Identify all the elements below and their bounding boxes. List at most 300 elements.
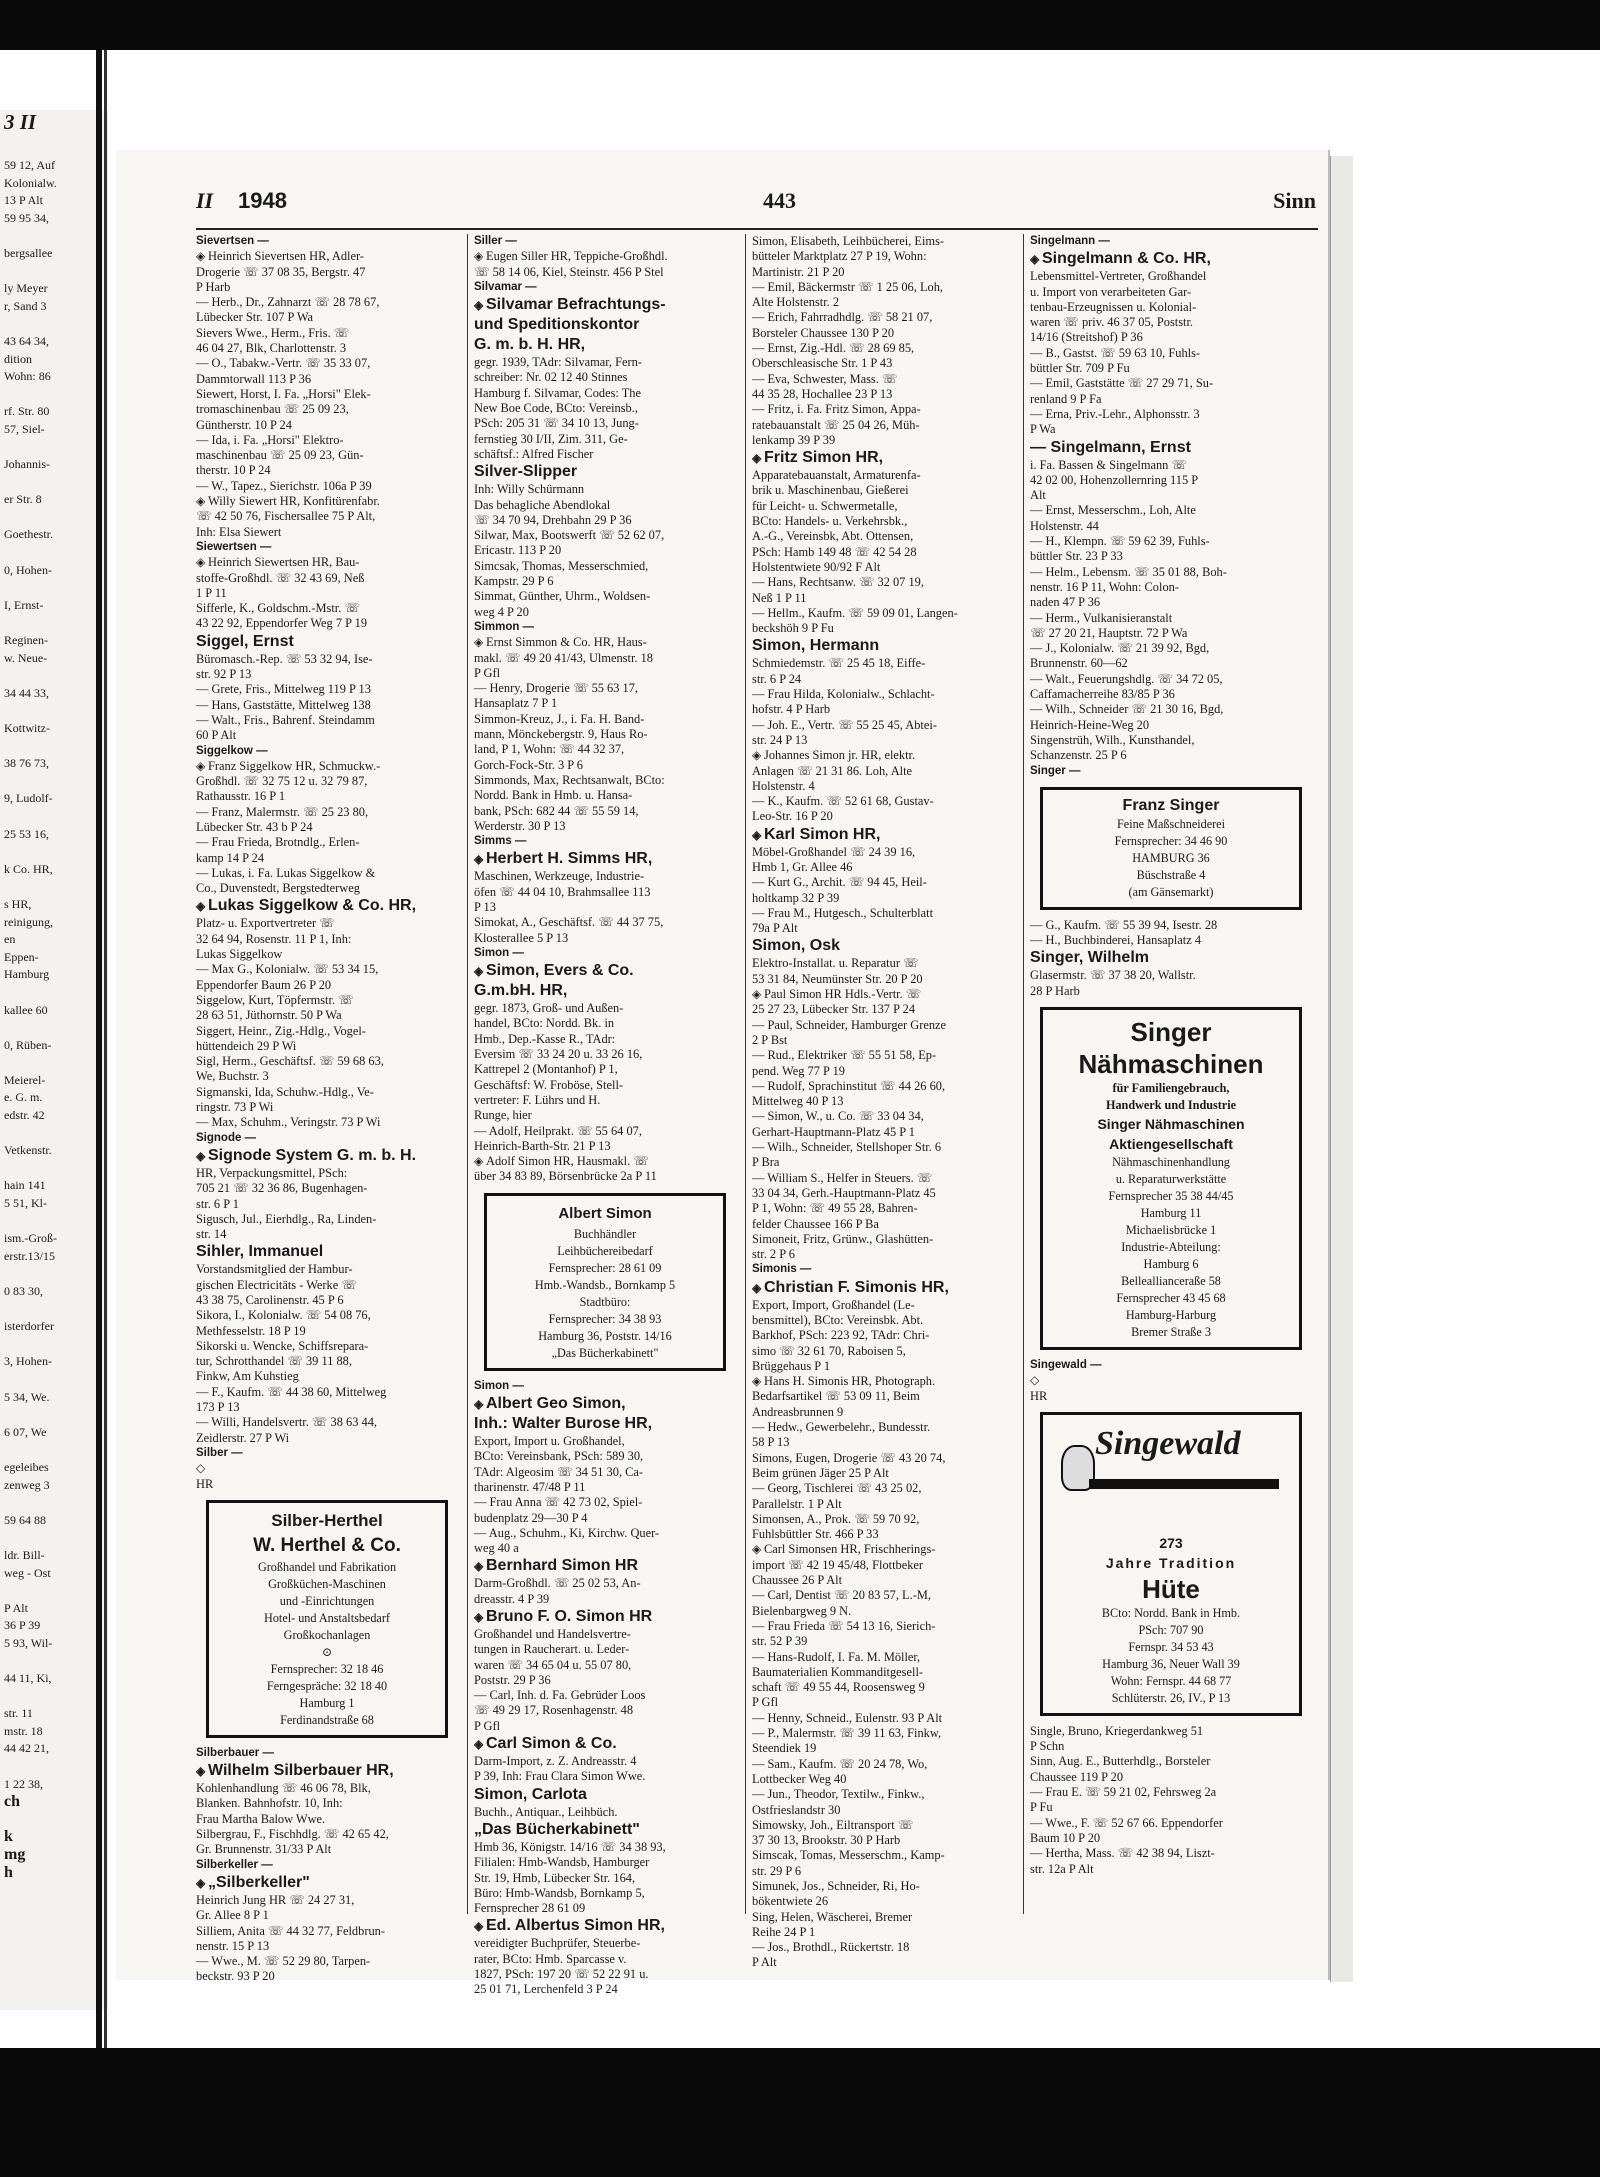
left-page-line: Kottwitz-	[4, 721, 50, 735]
left-page-line: ch	[4, 1793, 20, 1811]
entry-line: — Ernst, Zig.-Hdl. ☏ 28 69 85,	[752, 341, 915, 356]
left-page-line	[0, 474, 108, 492]
entry-line: A.-G., Vereinsbk, Abt. Ottensen,	[752, 529, 914, 544]
entry-heading: ◈ Lukas Siggelkow & Co. HR,	[196, 897, 417, 915]
entry-line: — Ernst, Messerschm., Loh, Alte	[1030, 503, 1196, 518]
entry-line: kamp 14 P 24	[196, 850, 265, 865]
entry-line: ☏ 58 14 06, Kiel, Steinstr. 456 P Stel	[474, 264, 664, 279]
entry-line: rater, BCto: Hmb. Sparcasse v.	[474, 1951, 627, 1966]
ad-line: Belleallianceraße 58	[1121, 1273, 1221, 1288]
entry-line: tenbau-Erzeugnissen u. Kolonial-	[1030, 299, 1197, 314]
left-page-line: Johannis-	[4, 457, 50, 472]
entry-line: Simcsak, Thomas, Messerschmied,	[474, 558, 649, 573]
entry-line: Filialen: Hmb-Wandsb, Hamburger	[474, 1855, 650, 1870]
entry-line: — Willi, Handelsvertr. ☏ 38 63 44,	[196, 1415, 377, 1430]
entry-heading: Silver-Slipper	[474, 463, 578, 481]
entry-heading: G.m.bH. HR,	[474, 982, 568, 1000]
entry-line: — Frau M., Hutgesch., Schulterblatt	[752, 905, 934, 920]
page-number: 443	[763, 188, 796, 213]
left-page-line	[0, 1441, 108, 1459]
entry-line: Alte Holstenstr. 2	[752, 295, 840, 310]
ad-line: Hamburg 1	[299, 1695, 355, 1710]
entry-line: Hansaplatz 7 P 1	[474, 696, 558, 711]
entry-line: 33 04 34, Gerh.-Hauptmann-Platz 45	[752, 1185, 936, 1200]
left-page-line: er Str. 8	[4, 492, 42, 507]
entry-line: u. Import von verarbeiteten Gar-	[1030, 284, 1192, 299]
entry-line: 32 64 94, Rosenstr. 11 P 1, Inh:	[196, 931, 352, 946]
entry-line: Silwar, Max, Bootswerft ☏ 52 62 07,	[474, 528, 665, 543]
entry-line: 43 38 75, Carolinenstr. 45 P 6	[196, 1293, 344, 1307]
entry-line: tur, Schrotthandel ☏ 39 11 88,	[196, 1354, 352, 1369]
section-heading: Silvamar —	[474, 280, 537, 293]
left-page-line: hain 141	[4, 1178, 46, 1193]
left-page-line: 13 P Alt	[4, 193, 43, 208]
product: Hüte	[1142, 1573, 1200, 1604]
entry-line: — Fritz, i. Fa. Fritz Simon, Appa-	[752, 402, 921, 417]
ad-singer-naehmaschinen	[1040, 1007, 1302, 1350]
entry-line: — Jos., Brothdl., Rückertstr. 18	[752, 1940, 910, 1955]
entry-line: Siggert, Heinr., Zig.-Hdlg., Vogel-	[196, 1023, 366, 1038]
left-page-line: en	[4, 932, 16, 947]
entry-line: Caffamacherreihe 83/85 P 36	[1030, 687, 1175, 702]
entry-heading: ◈ Ed. Albertus Simon HR,	[474, 1917, 665, 1935]
entry-line: Holstentwiete 90/92 F Alt	[752, 559, 881, 574]
entry-line: ◈ Franz Siggelkow HR, Schmuckw.-	[196, 758, 381, 773]
entry-line: Schanzenstr. 25 P 6	[1030, 748, 1127, 763]
section-heading: Singewald —	[1030, 1358, 1102, 1371]
entry-line: für Leicht- u. Schwermetalle,	[752, 498, 898, 513]
left-page-line: zenweg 3	[4, 1477, 50, 1492]
entry-line: Kattrepel 2 (Montanhof) P 1,	[474, 1062, 618, 1077]
left-page-line: 57, Siel-	[4, 421, 45, 436]
entry-line: Büro: Hmb-Wandsb, Bornkamp 5,	[474, 1885, 645, 1900]
entry-line: — Frau E. ☏ 59 21 02, Fehrsweg 2a	[1030, 1785, 1217, 1800]
left-page-line: str. 11	[4, 1706, 33, 1721]
left-page-line: 6 07, We	[4, 1424, 47, 1439]
column-2	[474, 234, 736, 1998]
entry-line: BCto: Handels- u. Verkehrsbk.,	[752, 514, 908, 529]
entry-heading: ◈ Silvamar Befrachtungs-	[474, 296, 666, 314]
entry-line: Darm-Großhdl. ☏ 25 02 53, An-	[474, 1576, 641, 1591]
singewald-logo	[1061, 1424, 1281, 1527]
ad-line: Hamburg 11	[1140, 1205, 1202, 1220]
left-page-line: isterdorfer	[4, 1319, 54, 1334]
directory-page	[116, 150, 1330, 1997]
left-page-line	[0, 509, 108, 527]
entry-line: ◈ Ernst Simmon & Co. HR, Haus-	[474, 635, 647, 650]
left-page-line: 43 64 34,	[4, 333, 49, 348]
book-gutter	[96, 50, 110, 2048]
entry-line: — Ida, i. Fa. „Horsi" Elektro-	[196, 432, 344, 447]
entry-line: Anlagen ☏ 21 31 86. Loh, Alte	[752, 763, 913, 778]
entry-line: P Gfl	[752, 1695, 779, 1710]
entry-line: str. 14	[196, 1227, 227, 1242]
column-3	[752, 234, 1014, 1971]
left-page-line	[0, 1582, 108, 1600]
entry-line: — Lukas, i. Fa. Lukas Siggelkow &	[196, 865, 376, 880]
entry-line: weg 4 P 20	[474, 604, 529, 619]
entry-heading: Simon, Carlota	[474, 1785, 587, 1803]
left-page-line: 59 12, Auf	[4, 158, 55, 172]
entry-line: beckstr. 93 P 20	[196, 1969, 275, 1984]
ad-line: HAMBURG 36	[1132, 850, 1210, 865]
entry-line: Möbel-Großhandel ☏ 24 39 16,	[752, 844, 916, 859]
entry-line: str. 24 P 13	[752, 732, 808, 747]
entry-line: — W., Tapez., Sierichstr. 106a P 39	[196, 478, 372, 493]
ad-line: Fernsprecher: 34 46 90	[1114, 833, 1228, 848]
register-mark-icon: ◈	[474, 1397, 484, 1412]
entry-line: — Joh. E., Vertr. ☏ 55 25 45, Abtei-	[752, 717, 937, 732]
entry-line: P Gfl	[474, 665, 501, 680]
entry-line: 705 21 ☏ 32 36 86, Bugenhagen-	[196, 1181, 368, 1196]
entry-line: str. 52 P 39	[752, 1634, 808, 1649]
ad-line: Hamburg 6	[1143, 1256, 1199, 1271]
ad-line: Handwerk und Industrie	[1105, 1097, 1237, 1112]
left-page-line	[0, 1494, 108, 1512]
register-mark-icon: ◈	[196, 555, 206, 570]
register-mark-icon: ◈	[474, 1919, 484, 1934]
ad-line: Leihbüchereibedarf	[557, 1243, 653, 1258]
entry-line: — Carl, Inh. d. Fa. Gebrüder Loos	[474, 1688, 646, 1703]
column-divider	[1023, 234, 1024, 1914]
entry-line: — Simon, W., u. Co. ☏ 33 04 34,	[752, 1109, 924, 1124]
entry-line: Rathausstr. 16 P 1	[196, 789, 286, 804]
entry-line: tromaschinenbau ☏ 25 09 23,	[196, 402, 349, 417]
entry-line: Brüggehaus P 1	[752, 1358, 831, 1373]
entry-line: Großhandel und Handelsvertre-	[474, 1627, 631, 1641]
left-page-line: 38 76 73,	[4, 756, 49, 771]
section-heading: Simmon —	[474, 620, 535, 633]
entry-line: Sigusch, Jul., Eierhdlg., Ra, Linden-	[196, 1211, 377, 1226]
entry-line: We, Buchstr. 3	[196, 1069, 269, 1084]
register-mark-icon: ◇	[1030, 1373, 1040, 1388]
entry-line: mann, Mönckebergstr. 9, Haus Ro-	[474, 727, 648, 742]
entry-line: — Hellm., Kaufm. ☏ 59 09 01, Langen-	[752, 605, 958, 620]
ad-line: Nähmaschinenhandlung	[1112, 1154, 1230, 1169]
entry-line: bensmittel), BCto: Vereinsbk. Abt.	[752, 1313, 924, 1327]
left-page-line: 0, Rüben-	[4, 1037, 52, 1052]
column-divider	[467, 234, 468, 1914]
entry-line: Ostfrieslandstr 30	[752, 1802, 841, 1817]
left-page-line: ly Meyer	[4, 281, 48, 296]
ad-line: (am Gänsemarkt)	[1128, 884, 1214, 899]
entry-line: Holstenstr. 4	[752, 778, 815, 793]
ad-line: und -Einrichtungen	[279, 1593, 375, 1608]
left-page-lines	[0, 157, 108, 1881]
entry-line: Büromasch.-Rep. ☏ 53 32 94, Ise-	[196, 651, 373, 666]
entry-line: — Erich, Fahrradhdlg. ☏ 58 21 07,	[752, 310, 933, 325]
left-page-line: Hamburg	[4, 967, 50, 982]
entry-line: gischen Electricitäts - Werke ☏	[196, 1277, 357, 1292]
entry-line: Fuhlsbüttler Str. 466 P 33	[752, 1527, 879, 1542]
logo-script: Singewald	[1095, 1424, 1241, 1462]
entry-heading: Simon, Hermann	[752, 637, 880, 655]
entry-line: str. 2 P 6	[752, 1247, 795, 1262]
entry-line: ratebauanstalt ☏ 25 04 26, Müh-	[752, 417, 920, 432]
entry-line: Sinn, Aug. E., Butterhdlg., Borsteler	[1030, 1754, 1211, 1769]
section-heading: Siewertsen —	[196, 540, 272, 553]
ad-company: Albert Simon	[558, 1204, 652, 1222]
register-mark-icon: ◈	[752, 1374, 762, 1389]
entry-line: — Walt., Feuerungshdlg. ☏ 34 72 05,	[1030, 671, 1223, 686]
left-page-line	[0, 1652, 108, 1670]
entry-line: Simunek, Jos., Schneider, Ri, Ho-	[752, 1878, 920, 1893]
entry-line: — Hertha, Mass. ☏ 42 38 94, Liszt-	[1030, 1846, 1215, 1861]
entry-line: Werderstr. 30 P 13	[474, 818, 566, 833]
left-page-line	[0, 1160, 108, 1178]
left-page-line	[0, 738, 108, 756]
entry-line: Lübecker Str. 107 P Wa	[196, 310, 314, 325]
left-page-line: 34 44 33,	[4, 685, 49, 700]
entry-line: — William S., Helfer in Steuers. ☏	[752, 1170, 933, 1185]
entry-line: — Adolf, Heilprakt. ☏ 55 64 07,	[474, 1123, 642, 1138]
ad-company: Singer Nähmaschinen	[1097, 1115, 1245, 1132]
left-page-line	[0, 1371, 108, 1389]
left-page-line	[0, 1213, 108, 1231]
ad-line: Buchhändler	[573, 1226, 637, 1241]
entry-line: maschinenbau ☏ 25 09 23, Gün-	[196, 448, 364, 463]
entry-heading: ◈ Bruno F. O. Simon HR	[474, 1608, 653, 1625]
page-edge-shadow	[1330, 156, 1353, 1982]
entry-heading: ◈ Albert Geo Simon,	[474, 1395, 626, 1413]
entry-line: Chaussee 26 P Alt	[752, 1573, 843, 1588]
left-page-line: 0, Hohen-	[4, 562, 52, 577]
left-page-line: w. Neue-	[4, 650, 48, 665]
entry-line: P Schn	[1030, 1739, 1065, 1754]
entry-line: str. 29 P 6	[752, 1863, 802, 1878]
ad-line: Hamburg 36, Poststr. 14/16	[538, 1328, 672, 1343]
entry-line: Zeidlerstr. 27 P Wi	[196, 1430, 290, 1445]
ad-line: BCto: Nordd. Bank in Hmb.	[1101, 1605, 1241, 1620]
register-mark-icon: ◈	[752, 827, 762, 842]
ad-line: Fernsprecher 35 38 44/45	[1108, 1188, 1234, 1203]
entry-line: brik u. Maschinenbau, Gießerei	[752, 483, 909, 498]
entry-line: Heinrich Jung HR ☏ 24 27 31,	[196, 1892, 355, 1907]
entry-line: 58 P 13	[752, 1435, 790, 1450]
entry-line	[1030, 1373, 1312, 1388]
entry-line: hofstr. 4 P Harb	[752, 702, 831, 717]
register-mark-icon: ◈	[474, 1559, 484, 1574]
entry-line: Brunnenstr. 60—62	[1030, 656, 1128, 671]
entry-line: Runge, hier	[474, 1108, 532, 1123]
entry-line: Simokat, A., Geschäftsf. ☏ 44 37 75,	[474, 915, 664, 930]
register-mark-icon: ◈	[474, 635, 484, 650]
entry-line: Beim grünen Jäger 25 P Alt	[752, 1465, 889, 1480]
entry-line: BCto: Vereinsbank, PSch: 589 30,	[474, 1449, 644, 1464]
entry-line: Poststr. 29 P 36	[474, 1672, 551, 1687]
entry-line: 2 P Bst	[752, 1032, 788, 1047]
left-page-line: 25 53 16,	[4, 826, 49, 841]
left-page-line: reinigung,	[4, 914, 53, 929]
entry-line: ◈ Willy Siewert HR, Konfitürenfabr.	[196, 494, 380, 509]
entry-line: Gr. Brunnenstr. 31/33 P Alt	[196, 1842, 332, 1857]
entry-line: Sikorski u. Wencke, Schiffsrepara-	[196, 1338, 369, 1353]
entry-line: — B., Gastst. ☏ 59 63 10, Fuhls-	[1030, 345, 1201, 360]
entry-line: Simmonds, Max, Rechtsanwalt, BCto:	[474, 772, 665, 787]
entry-line: Darm-Import, z. Z. Andreasstr. 4	[474, 1754, 637, 1769]
entry-line: Nordd. Bank in Hmb. u. Hansa-	[474, 788, 633, 803]
entry-heading: ◈ Bernhard Simon HR	[474, 1557, 639, 1575]
entry-line: — Frau Frieda, Brotndlg., Erlen-	[196, 835, 360, 850]
left-page-line	[0, 702, 108, 720]
section-heading: Siller —	[474, 235, 517, 247]
entry-line: makl. ☏ 49 20 41/43, Ulmenstr. 18	[474, 650, 653, 665]
entry-line: 14/16 (Streitshof) P 36	[1030, 330, 1143, 345]
ad-silber-herthel	[206, 1500, 448, 1738]
entry-line: waren ☏ 34 65 04 u. 55 07 80,	[474, 1657, 632, 1672]
entry-line: Großhdl. ☏ 32 75 12 u. 32 79 87,	[196, 774, 368, 789]
ad-company: Franz Singer	[1122, 796, 1220, 814]
ad-line: Ferdinandstraße 68	[280, 1712, 374, 1727]
ad-line: PSch: 707 90	[1138, 1622, 1204, 1637]
entry-line: — O., Tabakw.-Vertr. ☏ 35 33 07,	[196, 356, 371, 371]
left-page-line: 5 34, We.	[4, 1389, 50, 1404]
left-page-line: Vetkenstr.	[4, 1143, 52, 1158]
entry-line: ◈ Johannes Simon jr. HR, elektr.	[752, 748, 916, 763]
entry-line: — F., Kaufm. ☏ 44 38 60, Mittelweg	[196, 1384, 387, 1399]
entry-line: — Jun., Theodor, Textilw., Finkw.,	[752, 1787, 925, 1802]
entry-line: Inh: Willy Schürmann	[474, 482, 585, 497]
entry-line: Barkhof, PSch: 223 92, TAdr: Chri-	[752, 1328, 930, 1343]
entry-line: Export, Import u. Großhandel,	[474, 1434, 625, 1449]
entry-line: — Hans-Rudolf, I. Fa. M. Möller,	[752, 1649, 921, 1664]
ad-line: Industrie-Abteilung:	[1121, 1239, 1221, 1254]
entry-line: ringstr. 73 P Wi	[196, 1100, 274, 1115]
entry-line: Heinrich-Barth-Str. 21 P 13	[474, 1138, 611, 1153]
entry-line: ◈ Paul Simon HR Hdls.-Vertr. ☏	[752, 987, 922, 1002]
left-page-line: Wohn: 86	[4, 369, 51, 384]
entry-line: holtkamp 32 P 39	[752, 890, 840, 905]
section-heading: Silber —	[196, 1446, 243, 1459]
register-mark-icon: ◈	[752, 1280, 762, 1295]
entry-line: New Boe Code, BCto: Vereinsb.,	[474, 401, 638, 416]
entry-line: Sigmanski, Ida, Schuhw.-Hdlg., Ve-	[196, 1084, 374, 1099]
entry-line: Leo-Str. 16 P 20	[752, 809, 833, 824]
left-page-line	[0, 544, 108, 562]
entry-heading: Sihler, Immanuel	[196, 1243, 324, 1261]
entry-line: Kampstr. 29 P 6	[474, 574, 554, 589]
entry-line: nenstr. 16 P 11, Wohn: Colon-	[1030, 579, 1179, 594]
entry-line: Blanken. Bahnhofstr. 10, Inh:	[196, 1796, 343, 1811]
entry-line: — Wwe., M. ☏ 52 29 80, Tarpen-	[196, 1954, 371, 1969]
entry-line: 25 01 71, Lerchenfeld 3 P 24	[474, 1982, 618, 1997]
ad-line: Hotel- und Anstaltsbedarf	[264, 1610, 390, 1625]
register-mark-icon: ◇	[196, 1461, 206, 1476]
entry-heading: G. m. b. H. HR,	[474, 336, 586, 354]
entry-line: HR, Verpackungsmittel, PSch:	[196, 1165, 348, 1180]
entry-line: P Fu	[1030, 1800, 1053, 1815]
entry-line: — Eva, Schwester, Mass. ☏	[752, 371, 898, 386]
entry-line: budenplatz 29—30 P 4	[474, 1510, 588, 1525]
entry-line: Silliem, Anita ☏ 44 32 77, Feldbrun-	[196, 1923, 385, 1938]
register-mark-icon: ◈	[196, 249, 206, 264]
entry-line: 43 22 92, Eppendorfer Weg 7 P 19	[196, 616, 368, 631]
entry-line: 42 02 00, Hohenzollernring 115 P	[1030, 472, 1199, 487]
left-page-line: 9, Ludolf-	[4, 791, 53, 806]
entry-line: 53 31 84, Neumünster Str. 20 P 20	[752, 971, 923, 986]
ad-line: Fernsprecher: 28 61 09	[548, 1260, 662, 1275]
entry-line: Das behagliche Abendlokal	[474, 497, 611, 512]
left-page-line: dition	[4, 351, 33, 366]
register-mark-icon: ◈	[474, 1154, 484, 1169]
left-page-line: weg - Ost	[4, 1565, 51, 1580]
years: 273	[1159, 1534, 1183, 1551]
entry-heading: ◈ Carl Simon & Co.	[474, 1735, 617, 1753]
entry-line: P Bra	[752, 1155, 780, 1170]
entry-line: ◈ Adolf Simon HR, Hausmakl. ☏	[474, 1154, 649, 1169]
register-mark-icon: ◈	[474, 964, 484, 979]
section-heading: Silberkeller —	[196, 1858, 273, 1871]
entry-line: — Herb., Dr., Zahnarzt ☏ 28 78 67,	[196, 295, 380, 310]
left-page-line: k	[4, 1828, 13, 1846]
entry-line: Elektro-Installat. u. Reparatur ☏	[752, 956, 919, 971]
section-heading: Sievertsen —	[196, 235, 269, 247]
entry-heading: ◈ Signode System G. m. b. H.	[196, 1146, 417, 1164]
entry-line: — G., Kaufm. ☏ 55 39 94, Isestr. 28	[1030, 917, 1218, 932]
ad-line: Hmb.-Wandsb., Bornkamp 5	[534, 1277, 676, 1292]
entry-line: 28 63 51, Jüthornstr. 50 P Wa	[196, 1008, 342, 1023]
register-mark-icon: ◈	[474, 1610, 484, 1624]
ad-line: Stadtbüro:	[579, 1294, 631, 1309]
entry-line: PSch: Hamb 149 48 ☏ 42 54 28	[752, 544, 917, 559]
entry-line: bökentwiete 26	[752, 1894, 829, 1909]
entry-line: Hmb., Dep.-Kasse R., TAdr:	[474, 1031, 616, 1046]
entry-line: Simon, Elisabeth, Leihbücherei, Eims-	[752, 234, 945, 248]
register-mark-icon: ◈	[752, 748, 762, 763]
entry-line: Simowsky, Joh., Eiltransport ☏	[752, 1817, 914, 1832]
ad-title: Silber-Herthel	[271, 1510, 383, 1530]
entry-line: — H., Buchbinderei, Hansaplatz 4	[1030, 933, 1202, 948]
entry-line: Inh: Elsa Siewert	[196, 524, 282, 539]
left-page-line: kallee 60	[4, 1002, 48, 1017]
ad-line: Feine Maßschneiderei	[1117, 816, 1225, 831]
entry-line: ◈ Heinrich Siewertsen HR, Bau-	[196, 555, 360, 570]
left-page-line	[0, 1019, 108, 1037]
left-page-line: rf. Str. 80	[4, 404, 50, 419]
entry-line: — Georg, Tischlerei ☏ 43 25 02,	[752, 1481, 922, 1496]
entry-line: pend. Weg 77 P 19	[752, 1063, 845, 1078]
left-page-line: 1 22 38,	[4, 1776, 43, 1791]
column-1	[196, 234, 458, 1985]
entry-line: P Harb	[196, 279, 231, 294]
section-heading: Silberbauer —	[196, 1746, 274, 1759]
entry-line: — Aug., Schuhm., Ki, Kirchw. Quer-	[474, 1525, 660, 1540]
entry-line: TAdr: Algeosim ☏ 34 51 30, Ca-	[474, 1464, 644, 1479]
entry-heading: ◈ Herbert H. Simms HR,	[474, 850, 653, 868]
entry-line: Sigl, Herm., Geschäftsf. ☏ 59 68 63,	[196, 1054, 384, 1069]
entry-line: 1827, PSch: 197 20 ☏ 52 22 91 u.	[474, 1967, 649, 1982]
left-page-line	[0, 1529, 108, 1547]
entry-line: öfen ☏ 44 04 10, Brahmsallee 113	[474, 884, 651, 899]
left-page-line	[0, 227, 108, 245]
entry-line: Lukas Siggelkow	[196, 947, 283, 962]
entry-line: 37 30 13, Brookstr. 30 P Harb	[752, 1833, 901, 1848]
entry-line: — Helm., Lebensm. ☏ 35 01 88, Boh-	[1030, 564, 1227, 579]
entry-line: — Kurt G., Archit. ☏ 94 45, Heil-	[752, 875, 927, 890]
entry-line: — Wilh., Schneider, Stellshoper Str. 6	[752, 1140, 942, 1155]
entry-line: schaft ☏ 49 55 44, Roosensweg 9	[752, 1680, 925, 1695]
entry-line: Buchh., Antiquar., Leihbüch.	[474, 1804, 618, 1819]
entry-line: — Emil, Gaststätte ☏ 27 29 71, Su-	[1030, 376, 1214, 391]
entry-line: ◈ Hans H. Simonis HR, Photograph.	[752, 1374, 936, 1389]
entry-line: P 1, Wohn: ☏ 49 55 28, Bahren-	[752, 1201, 918, 1216]
entry-line: vereidigter Buchprüfer, Steuerbe-	[474, 1936, 641, 1951]
entry-line: Baum 10 P 20	[1030, 1830, 1101, 1845]
entry-heading: Siggel, Ernst	[196, 632, 294, 650]
entry-heading: ◈ Simon, Evers & Co.	[474, 962, 634, 980]
entry-line: Parallelstr. 1 P Alt	[752, 1496, 842, 1511]
entry-line: Klosterallee 5 P 13	[474, 930, 569, 945]
